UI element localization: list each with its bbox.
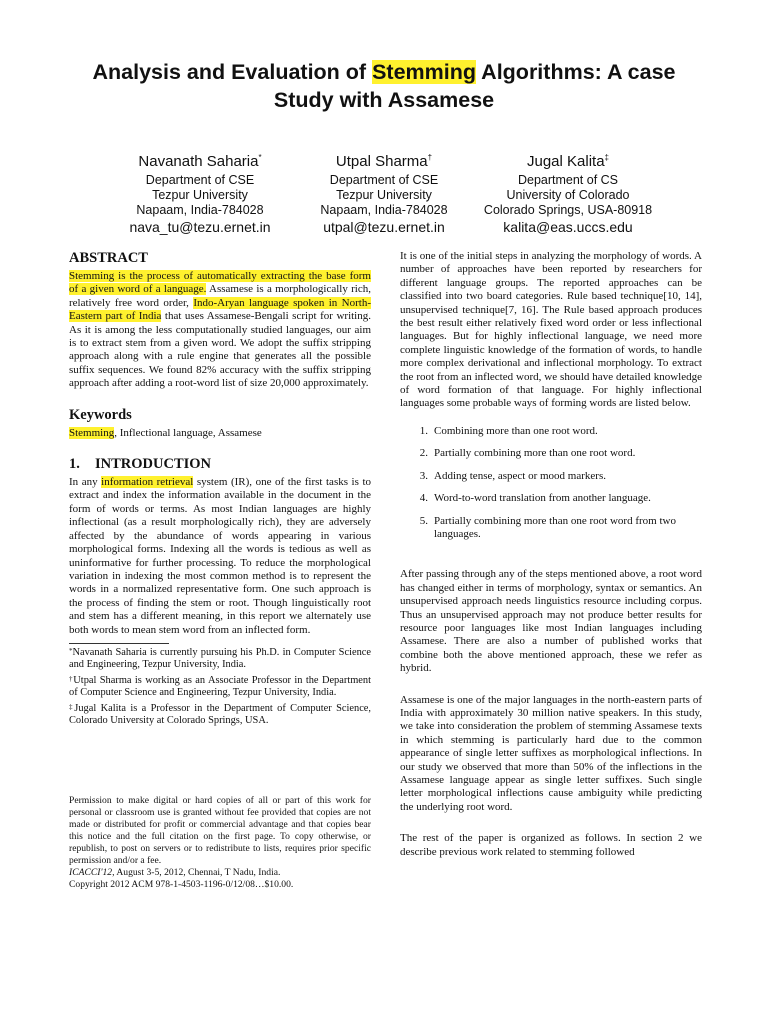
footnote-text: Navanath Saharia is currently pursuing his Ph.D. in Computer Science and Engineering, Tezpur University, India. xyxy=(69,646,371,671)
footnote-mark: ‡ xyxy=(69,702,75,711)
author-mark: ‡ xyxy=(604,153,609,162)
abstract-text xyxy=(69,270,371,391)
title-highlight: Stemming xyxy=(372,60,476,84)
list-item xyxy=(400,492,702,505)
footnote-mark: † xyxy=(69,674,74,683)
intro-pre: In any xyxy=(69,476,102,489)
title-post: Algorithms: A case Study with Assamese xyxy=(273,60,676,112)
keyword-highlight: Stemming xyxy=(69,426,115,439)
author-dept: Department of CS xyxy=(517,173,619,187)
title-pre: Analysis and Evaluation of xyxy=(92,60,373,84)
list-number: 3. xyxy=(419,469,428,482)
footnote-2 xyxy=(69,675,371,700)
author-mark: * xyxy=(258,153,262,162)
author-univ: Tezpur University xyxy=(152,188,248,202)
paper-title xyxy=(60,58,708,114)
conference-name: ICACCI'12 xyxy=(69,867,113,878)
abstract-text-2: that uses Assamese-Bengali script for writing. As it is among the less computationally studied languages, our aim is to extract stem from a given word. We adopt the suffix stripping approach along with a rule engine that generates all the possible suffix sequences. We found 82% accuracy with the suffix stripping approach after adding a root-word list of size 20,000 approximately. xyxy=(69,310,371,390)
intro-highlight: information retrieval xyxy=(101,476,194,489)
list-text: Partially combining more than one root word. xyxy=(434,447,636,460)
abstract-highlight-1: Stemming is the process of automatically extracting the base form of a given word of a language. xyxy=(69,270,371,296)
author-name: Jugal Kalita xyxy=(526,153,605,170)
right-paragraph-1: It is one of the initial steps in analyzing the morphology of words. A number of approaches have been reported by researchers for different language groups. The reported approaches can be classified into two board categories. Rule based technique[10, 14], unsupervised technique[7, 16]. The Rule based approach produces the best result either relatively fixed word order or less inflectional languages. But for highly inflectional language, we need more complete linguistic knowledge of the formation of words, to handle more complex derivational and inflectional morphology. To extract the root from an inflected word, we should have detailed knowledge of word formation of that language. For highly inflectional languages some probable ways of forming words are listed below. xyxy=(400,250,702,410)
conference-line xyxy=(69,867,371,879)
author-place: Colorado Springs, USA-80918 xyxy=(483,203,653,217)
intro-text xyxy=(69,476,371,637)
list-number: 2. xyxy=(419,447,428,460)
footnote-3 xyxy=(69,703,371,728)
author-place: Napaam, India-784028 xyxy=(136,203,264,217)
abstract-highlight-2: Indo-Aryan language spoken in North-Eastern part of India xyxy=(69,296,371,323)
author-mark: † xyxy=(427,153,433,162)
list-text: Word-to-word translation from another language. xyxy=(434,492,651,505)
author-email[interactable]: utpal@tezu.ernet.in xyxy=(323,219,445,235)
author-name: Utpal Sharma xyxy=(335,153,428,170)
list-number: 4. xyxy=(419,492,428,505)
author-dept: Department of CSE xyxy=(329,173,439,187)
author-univ: Tezpur University xyxy=(336,188,432,202)
author-place: Napaam, India-784028 xyxy=(320,203,448,217)
keywords-rest: , Inflectional language, Assamese xyxy=(114,426,262,439)
author-block-3 xyxy=(448,152,688,236)
list-item xyxy=(400,447,702,460)
list-number: 1. xyxy=(419,424,428,437)
list-item xyxy=(400,425,702,438)
list-item xyxy=(400,470,702,483)
list-text: Partially combining more than one root word from two languages. xyxy=(434,514,676,540)
right-paragraph-3: Assamese is one of the major languages in the north-eastern parts of India with approximately 30 million native speakers. In this study, we take into consideration the problem of stemming Assamese texts in which stemming is particularly hard due to the common appearance of single letter suffixes as morphological inflections. In our study we observed that more than 50% of the inflections in the Assamese language appear as single letter suffixes. Such single letter morphological inflections cause ambiguity while predicting the underlying root word. xyxy=(400,693,702,813)
list-item xyxy=(400,515,702,542)
intro-post: system (IR), one of the first tasks is to extract and index the information available in the document in the form of words or terms. As most Indian languages are highly inflectional (as a result morphologically rich), they are adversely affected by the abundance of words appearing in various morphological forms. Indexing all the words is tedious as well as uninformative for further processing. To reduce the morphological variation in indexing the most common method is to represent the words in a normalized representative form. One such approach is the process of finding the stem or root. Though linguistically root and stem has a different meaning, in this report we alternately use both words to mean stem word from an inflected form. xyxy=(69,476,372,636)
list-text: Adding tense, aspect or mood markers. xyxy=(434,469,606,482)
footnote-text: Jugal Kalita is a Professor in the Department of Computer Science, Colorado University at Colorado Springs, USA. xyxy=(69,702,372,726)
author-email[interactable]: nava_tu@tezu.ernet.in xyxy=(129,219,271,235)
word-formation-list xyxy=(400,425,702,541)
list-text: Combining more than one root word. xyxy=(434,424,598,437)
section-number: 1. xyxy=(69,456,80,473)
footnote-rule xyxy=(69,643,169,644)
copyright-line: Copyright 2012 ACM 978-1-4503-1196-0/12/08…$10.00. xyxy=(69,879,294,890)
abstract-text-1: Assamese is a morphologically rich, relatively free word order, xyxy=(69,283,371,309)
author-email[interactable]: kalita@eas.uccs.edu xyxy=(503,219,633,235)
permission-notice xyxy=(69,795,371,891)
right-paragraph-2: After passing through any of the steps mentioned above, a root word has changed either in terms of morphology, syntax or semantics. An unsupervised approach needs linguistics resource including corpus. Thus an unsupervised approach may not produce better results for resource poor languages like most Indian languages including Assamese. There are also a number of published works that combine both the above mentioned approach, these we refer as hybrid. xyxy=(400,568,702,675)
author-univ: University of Colorado xyxy=(506,188,630,202)
footnote-1 xyxy=(69,647,371,672)
author-dept: Department of CSE xyxy=(145,173,255,187)
intro-heading xyxy=(69,456,371,473)
list-number: 5. xyxy=(419,514,428,527)
keywords-heading: Keywords xyxy=(69,406,132,423)
right-column xyxy=(400,250,702,859)
conference-details: , August 3-5, 2012, Chennai, T Nadu, India. xyxy=(112,867,281,878)
right-paragraph-4: The rest of the paper is organized as follows. In section 2 we describe previous work related to stemming followed xyxy=(400,832,702,858)
author-name: Navanath Saharia xyxy=(138,153,259,170)
abstract-heading: ABSTRACT xyxy=(69,250,148,266)
permission-text: Permission to make digital or hard copies of all or part of this work for personal or classroom use is granted without fee provided that copies are not made or distributed for profit or commercial advantage and that copies bear this notice and the full citation on the first page. To copy otherwise, or republish, to post on servers or to redistribute to lists, requires prior specific permission and/or a fee. xyxy=(69,795,371,866)
left-column xyxy=(69,250,371,730)
keywords-text xyxy=(69,427,371,440)
footnote-text: Utpal Sharma is working as an Associate Professor in the Department of Computer Science and Engineering, Tezpur University, India. xyxy=(69,674,371,699)
section-title: INTRODUCTION xyxy=(95,456,212,473)
footnote-mark: * xyxy=(69,646,73,655)
